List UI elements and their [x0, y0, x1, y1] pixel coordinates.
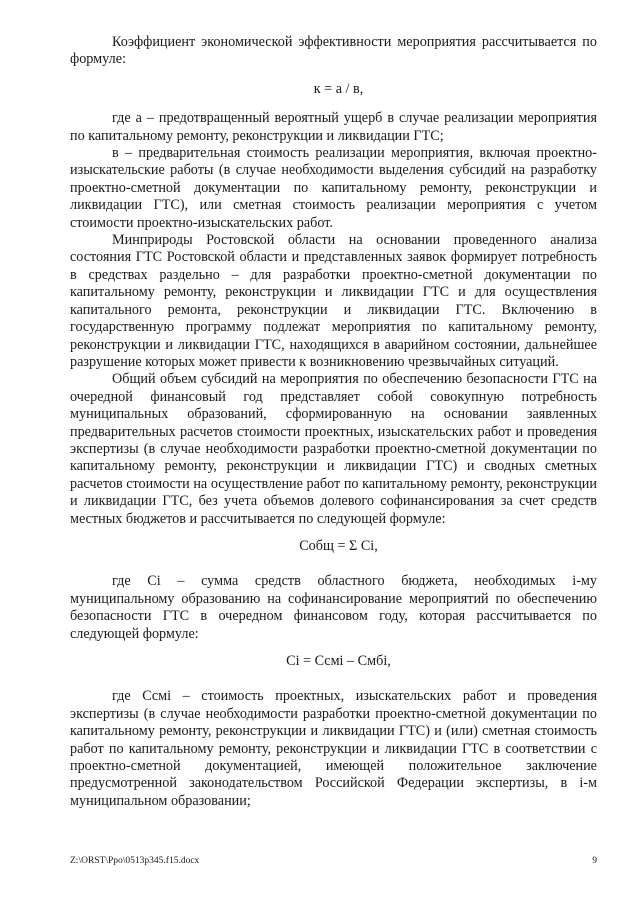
paragraph-variable-a: где а – предотвращенный вероятный ущерб в случае реализации мероприятия по капитальному ремонту, реконструкции и ликвидации ГТС;: [70, 110, 597, 144]
formula-efficiency: к = а / в,: [313, 80, 364, 97]
paragraph-variable-ci: где Сi – сумма средств областного бюджета, необходимых i-му муниципальному образованию на софинансирование мероприятий по обеспечению безопасности ГТС в очередном финансовом году, которая рассчитывается по следующей формуле:: [70, 573, 597, 642]
footer-file-path: Z:\ORST\Ppo\0513p345.f15.docx: [70, 856, 200, 866]
document-page: [70, 34, 597, 810]
formula-ci: Сi = Ссмi – Смбi,: [286, 653, 391, 669]
paragraph-variable-b: в – предварительная стоимость реализации мероприятия, включая проектно-изыскательские работы (в случае необходимости выделения субсидий на разработку проектно-сметной документации по капитальному ремонту, реконструкции и ликвидации ГТС), или сметная стоимость реализации мероприятия с учетом стоимости проектно-изыскательских работ.: [70, 145, 597, 231]
page-number: 9: [592, 856, 597, 866]
formula-total-sum: Собщ = Σ Сi,: [299, 537, 378, 554]
paragraph-variable-csmi: где Ссмi – стоимость проектных, изыскательских работ и проведения экспертизы (в случае необходимости разработки проектно-сметной документации по капитальному ремонту, реконструкции и ликвидации ГТС) и (или) сметная стоимость работ по капитальному ремонту, реконструкции и ликвидации ГТС в соответствии с проектно-сметной документацией, имеющей положительное заключение предусмотренной законодательством Российской Федерации экспертизы, в i-м муниципальном образовании;: [70, 688, 597, 809]
paragraph-efficiency-intro: Коэффициент экономической эффективности мероприятия рассчитывается по формуле:: [70, 34, 597, 68]
paragraph-ministry-analysis: Минприроды Ростовской области на основании проведенного анализа состояния ГТС Ростовской области и представленных заявок формирует потребность в средствах раздельно – для разработки проектно-сметной документации по капитальному ремонту, реконструкции и ликвидации ГТС и для осуществления капитального ремонта, реконструкции и ликвидации ГТС. Включению в государственную программу подлежат мероприятия по капитальному ремонту, реконструкции и ликвидации ГТС, находящихся в аварийном состоянии, дальнейшее разрушение которых может привести к возникновению чрезвычайных ситуаций.: [70, 232, 597, 370]
paragraph-subsidy-total: Общий объем субсидий на мероприятия по обеспечению безопасности ГТС на очередной финансовый год представляет собой совокупную потребность муниципальных образований, сформированную на основании заявленных предварительных расчетов стоимости проектных, изыскательских работ и проведения экспертизы (в случае необходимости разработки проектно-сметной документации по капитальному ремонту, реконструкции и ликвидации ГТС) и сводных сметных расчетов стоимости на осуществление работ по капитальному ремонту, реконструкции и ликвидации ГТС, без учета объемов долевого софинансирования за счет средств местных бюджетов и рассчитывается по следующей формуле:: [70, 371, 597, 527]
